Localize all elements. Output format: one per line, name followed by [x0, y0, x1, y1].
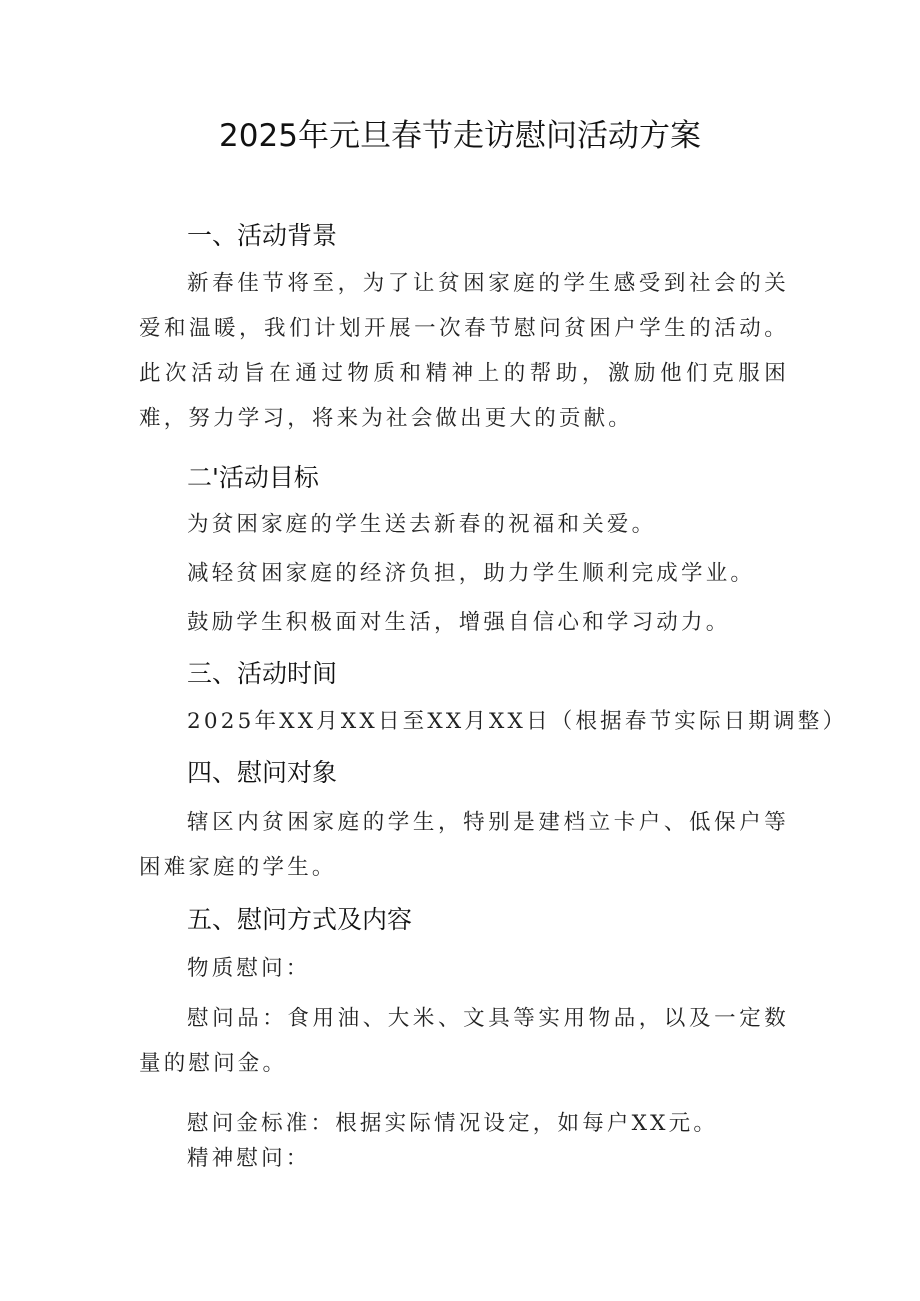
standard-line: 慰问金标准：根据实际情况设定，如每户XX元。 — [187, 1111, 719, 1136]
section-paragraph-targets: 辖区内贫困家庭的学生，特别是建档立卡户、低保户等困难家庭的学生。 — [139, 810, 789, 880]
section-heading-targets: 四、慰问对象 — [187, 758, 338, 787]
spirit-heading: 精神慰问： — [187, 1146, 311, 1171]
section-heading-goals: 二'活动目标 — [187, 463, 319, 492]
material-paragraph: 慰问品：食用油、大米、文具等实用物品，以及一定数量的慰问金。 — [139, 1006, 789, 1076]
material-heading: 物质慰问： — [187, 956, 311, 981]
goal-item: 鼓励学生积极面对生活，增强自信心和学习动力。 — [187, 610, 731, 635]
section-heading-background: 一、活动背景 — [187, 221, 338, 250]
section-paragraph-background: 新春佳节将至，为了让贫困家庭的学生感受到社会的关爱和温暖，我们计划开展一次春节慰问贫困户学生的活动。此次活动旨在通过物质和精神上的帮助，激励他们克服困难，努力学习，将来为社会做出更大的贡献。 — [139, 271, 789, 431]
goal-item: 减轻贫困家庭的经济负担，助力学生顺利完成学业。 — [187, 561, 756, 586]
document-title: 2025年元旦春节走访慰问活动方案 — [219, 118, 701, 154]
activity-time-line: 2025年XX月XX日至XX月XX日（根据春节实际日期调整） — [187, 709, 848, 734]
goal-item: 为贫困家庭的学生送去新春的祝福和关爱。 — [187, 512, 657, 537]
section-heading-methods: 五、慰问方式及内容 — [187, 905, 413, 934]
section-heading-time: 三、活动时间 — [187, 659, 338, 688]
